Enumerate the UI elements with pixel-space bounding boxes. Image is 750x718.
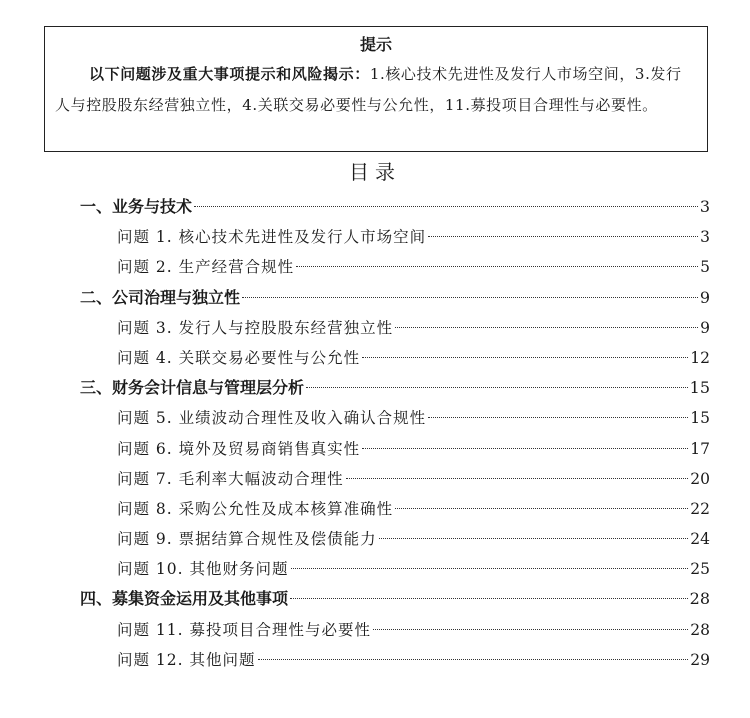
toc-entry-label: 问题 8. 采购公允性及成本核算准确性: [117, 499, 394, 518]
toc-entry-label: 问题 4. 关联交易必要性与公允性: [117, 348, 361, 367]
toc-entry-label: 三、财务会计信息与管理层分析: [80, 378, 305, 398]
toc-entry-label: 问题 9. 票据结算合规性及偿债能力: [117, 530, 377, 549]
toc-dot-leader: [242, 297, 698, 298]
toc-item-entry[interactable]: [0, 434, 750, 464]
toc-entry-label: 问题 7. 毛利率大幅波动合理性: [117, 469, 344, 488]
toc-page-number: 9: [700, 318, 710, 337]
toc-dot-leader: [306, 387, 688, 388]
toc-page-number: 20: [690, 469, 710, 488]
toc-page-number: 5: [700, 258, 710, 277]
toc-page-number: 17: [690, 439, 710, 458]
toc-section-entry[interactable]: [0, 192, 750, 222]
toc-item-entry[interactable]: [0, 524, 750, 554]
toc-entry-label: 二、公司治理与独立性: [80, 287, 241, 307]
toc-item-entry[interactable]: [0, 554, 750, 584]
toc-entry-label: 问题 12. 其他问题: [117, 650, 256, 669]
toc-dot-leader: [373, 629, 688, 630]
notice-title: 提示: [359, 35, 392, 54]
toc-item-entry[interactable]: [0, 615, 750, 645]
toc-entry-label: 问题 5. 业绩波动合理性及收入确认合规性: [117, 409, 427, 428]
notice-lead: 以下问题涉及重大事项提示和风险揭示：: [89, 65, 370, 83]
toc-page-number: 28: [690, 620, 710, 639]
toc-entry-label: 一、业务与技术: [80, 197, 193, 216]
toc-item-entry[interactable]: [0, 645, 750, 675]
toc-dot-leader: [428, 236, 698, 237]
toc-page-number: 29: [690, 650, 710, 669]
toc-entry-label: 四、募集资金运用及其他事项: [80, 589, 289, 609]
toc-section-entry[interactable]: [0, 584, 750, 614]
toc-dot-leader: [362, 448, 688, 449]
toc-item-entry[interactable]: [0, 343, 750, 373]
toc-dot-leader: [346, 478, 689, 479]
toc-dot-leader: [194, 206, 698, 207]
toc-dot-leader: [258, 659, 689, 660]
toc-item-entry[interactable]: [0, 464, 750, 494]
toc-dot-leader: [362, 357, 688, 358]
toc-page-number: 15: [689, 378, 710, 398]
toc-entry-label: 问题 1. 核心技术先进性及发行人市场空间: [117, 228, 427, 247]
toc-dot-leader: [395, 508, 688, 509]
toc-entry-label: 问题 6. 境外及贸易商销售真实性: [117, 439, 361, 458]
notice-box: [44, 26, 708, 152]
toc-item-entry[interactable]: [0, 494, 750, 524]
toc-title: 目录: [349, 160, 401, 184]
toc-page-number: 25: [690, 560, 710, 579]
toc-dot-leader: [290, 598, 688, 599]
toc-item-entry[interactable]: [0, 403, 750, 433]
toc-dot-leader: [428, 417, 688, 418]
toc-dot-leader: [395, 327, 698, 328]
toc-section-entry[interactable]: [0, 373, 750, 403]
toc-page-number: 15: [690, 409, 710, 428]
toc-section-entry[interactable]: [0, 283, 750, 313]
table-of-contents: [0, 192, 750, 675]
toc-page-number: 28: [689, 589, 710, 609]
toc-entry-label: 问题 3. 发行人与控股股东经营独立性: [117, 318, 394, 337]
toc-entry-label: 问题 10. 其他财务问题: [117, 560, 289, 579]
toc-page-number: 3: [700, 228, 710, 247]
toc-item-entry[interactable]: [0, 222, 750, 252]
toc-dot-leader: [379, 538, 689, 539]
toc-page-number: 12: [690, 348, 710, 367]
toc-dot-leader: [296, 266, 698, 267]
notice-body: [55, 59, 697, 121]
notice-text: 1.核心技术先进性及发行人市场空间，3.发行人与控股股东经营独立性，4.关联交易必要性与公允性，11.募投项目合理性与必要性。: [55, 65, 682, 114]
toc-item-entry[interactable]: [0, 252, 750, 282]
toc-page-number: 22: [690, 499, 710, 518]
toc-page-number: 3: [699, 197, 710, 216]
toc-entry-label: 问题 2. 生产经营合规性: [117, 258, 295, 277]
toc-page-number: 9: [699, 287, 710, 307]
toc-page-number: 24: [690, 530, 710, 549]
toc-entry-label: 问题 11. 募投项目合理性与必要性: [117, 620, 372, 639]
toc-item-entry[interactable]: [0, 313, 750, 343]
toc-dot-leader: [291, 568, 689, 569]
